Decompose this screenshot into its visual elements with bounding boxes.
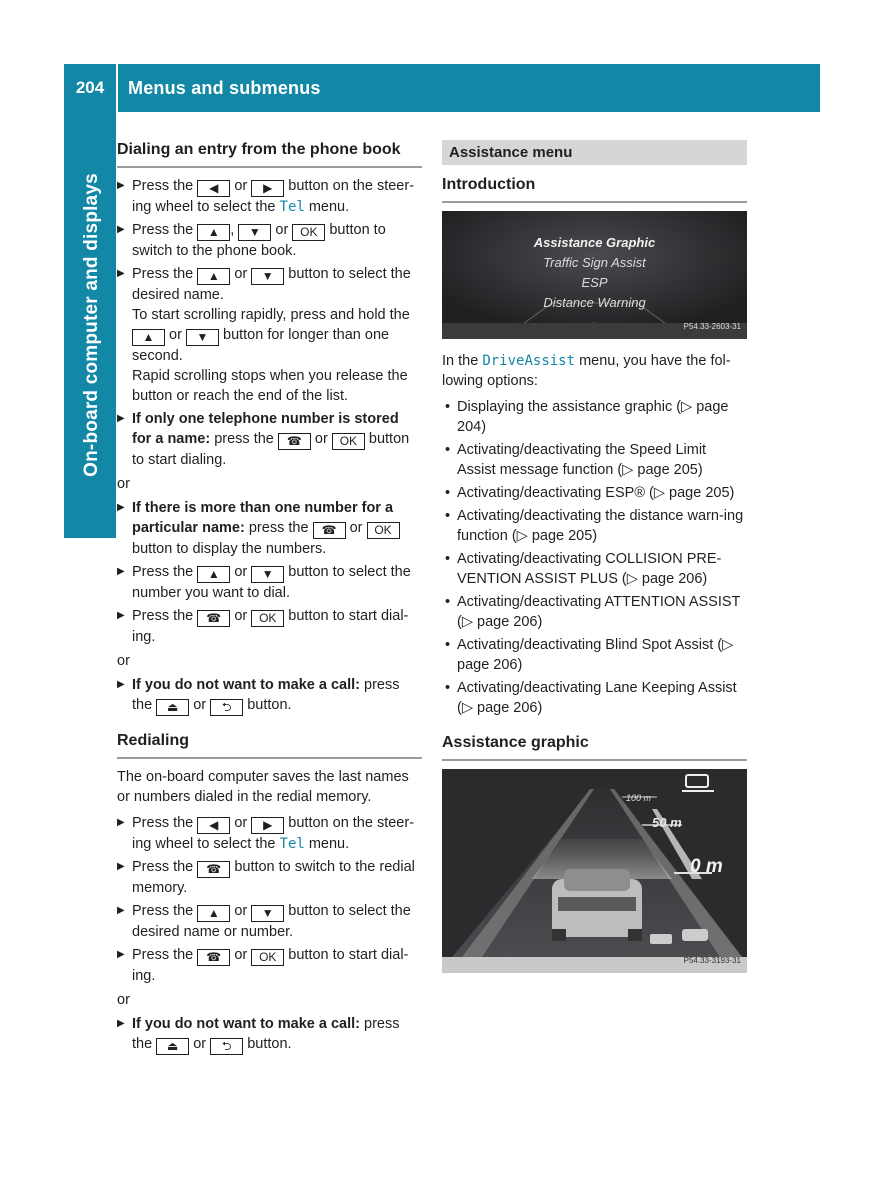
section-title-redialing: Redialing: [117, 731, 422, 759]
left-column: [117, 140, 422, 1058]
up-arrow-key-icon: ▲: [197, 268, 230, 285]
phone-key-icon: ☎: [197, 610, 230, 627]
up-arrow-key-icon: ▲: [197, 566, 230, 583]
redial-step-dial: ▶ Press the ☎ or OK button to start dial-ing.: [117, 945, 422, 986]
down-arrow-key-icon: ▼: [251, 905, 284, 922]
menu-item-assistance-graphic: Assistance Graphic: [533, 235, 656, 250]
phone-key-icon: ☎: [197, 861, 230, 878]
step-select-name: ▶ Press the ▲ or ▼ button to select the desired name. To start scrolling rapidly, press and hold the ▲ or ▼ button for longer than one second. Rapid scrolling stops when you release the button or reach the end of the list.: [117, 264, 422, 406]
redial-step-cancel: ▶ If you do not want to make a call: press the ⏏ or ⮌ button.: [117, 1014, 422, 1055]
list-item: • Activating/deactivating ESP® (▷ page 205): [442, 483, 747, 503]
step-one-number: ▶ If only one telephone number is stored for a name: press the ☎ or OK button to start dialing.: [117, 409, 422, 470]
list-item: • Activating/deactivating Lane Keeping Assist (▷ page 206): [442, 678, 747, 718]
image-code: P54.33-2603-31: [683, 322, 741, 331]
up-arrow-key-icon: ▲: [132, 329, 165, 346]
list-item: • Activating/deactivating ATTENTION ASSIST (▷ page 206): [442, 592, 747, 632]
or-text: or: [117, 476, 130, 492]
coffee-cup-icon: [686, 775, 714, 793]
down-arrow-key-icon: ▼: [251, 566, 284, 583]
assistance-menu-heading: Assistance menu: [442, 140, 747, 165]
menu-list: [442, 233, 747, 313]
right-column: [442, 140, 747, 973]
options-list: [442, 397, 747, 718]
left-arrow-key-icon: ◀: [197, 817, 230, 834]
image-code: P54.33-3193-31: [683, 956, 741, 965]
step-multiple-numbers: ▶ If there is more than one number for a particular name: press the ☎ or OK button to display the numbers.: [117, 498, 422, 559]
section-title-introduction: Introduction: [442, 175, 747, 203]
menu-item-traffic-sign-assist: Traffic Sign Assist: [543, 255, 646, 270]
phone-key-icon: ☎: [313, 522, 346, 539]
distance-label-50: 50 m: [652, 815, 682, 830]
list-item: • Activating/deactivating Blind Spot Assist (▷ page 206): [442, 635, 747, 675]
page-number: 204: [75, 78, 105, 97]
menu-name-tel: Tel: [279, 199, 305, 215]
menu-item-esp: ESP: [581, 275, 608, 290]
down-arrow-key-icon: ▼: [238, 224, 271, 241]
down-arrow-key-icon: ▼: [251, 268, 284, 285]
left-arrow-key-icon: ◀: [197, 180, 230, 197]
ok-key-icon: OK: [251, 610, 284, 627]
section-title-dialing: Dialing an entry from the phone book: [117, 140, 422, 168]
redial-step-select-tel: ▶ Press the ◀ or ▶ button on the steer-ing wheel to select the Tel menu.: [117, 813, 422, 854]
ok-key-icon: OK: [292, 224, 325, 241]
list-item: • Activating/deactivating the distance warn-ing function (▷ page 205): [442, 506, 747, 546]
redial-step-memory: ▶ Press the ☎ button to switch to the redial memory.: [117, 857, 422, 898]
step-start-dialing: ▶ Press the ☎ or OK button to start dial-ing.: [117, 606, 422, 647]
up-arrow-key-icon: ▲: [197, 224, 230, 241]
or-text: or: [117, 653, 130, 669]
side-tab-label: On-board computer and displays: [81, 173, 102, 477]
hang-up-key-icon: ⏏: [156, 699, 189, 716]
list-item: • Activating/deactivating COLLISION PRE-VENTION ASSIST PLUS (▷ page 206): [442, 549, 747, 589]
step-select-number: ▶ Press the ▲ or ▼ button to select the number you want to dial.: [117, 562, 422, 603]
redial-step-select: ▶ Press the ▲ or ▼ button to select the desired name or number.: [117, 901, 422, 942]
phone-key-icon: ☎: [197, 949, 230, 966]
ok-key-icon: OK: [367, 522, 400, 539]
back-key-icon: ⮌: [210, 1038, 243, 1055]
step-phone-book: ▶ Press the ▲ , ▼ or OK button to switch to the phone book.: [117, 220, 422, 261]
section-title-assistance-graphic: Assistance graphic: [442, 733, 747, 761]
right-arrow-key-icon: ▶: [251, 817, 284, 834]
distance-label-0: 0 m: [690, 856, 723, 877]
step-cancel-call: ▶ If you do not want to make a call: press the ⏏ or ⮌ button.: [117, 675, 422, 716]
menu-item-distance-warning: Distance Warning: [543, 295, 646, 310]
assistance-menu-screenshot: [442, 211, 747, 339]
menu-name-tel: Tel: [279, 836, 305, 852]
list-item: • Displaying the assistance graphic (▷ page 204): [442, 397, 747, 437]
chapter-title: Menus and submenus: [128, 77, 321, 98]
redial-intro: The on-board computer saves the last names or numbers dialed in the redial memory.: [117, 769, 409, 805]
distance-label-100: 100 m: [626, 793, 652, 803]
list-item: • Activating/deactivating the Speed Limit Assist message function (▷ page 205): [442, 440, 747, 480]
phone-key-icon: ☎: [278, 433, 311, 450]
back-key-icon: ⮌: [210, 699, 243, 716]
ok-key-icon: OK: [251, 949, 284, 966]
intro-text: In the DriveAssist menu, you have the fol-lowing options:: [442, 353, 731, 389]
or-text: or: [117, 992, 130, 1008]
ok-key-icon: OK: [332, 433, 365, 450]
step-select-tel: ▶ Press the ◀ or ▶ button on the steer-ing wheel to select the Tel menu.: [117, 176, 422, 217]
up-arrow-key-icon: ▲: [197, 905, 230, 922]
right-arrow-key-icon: ▶: [251, 180, 284, 197]
down-arrow-key-icon: ▼: [186, 329, 219, 346]
page-header: [64, 64, 820, 112]
menu-name-driveassist: DriveAssist: [482, 353, 576, 369]
assistance-graphic-screenshot: [442, 769, 747, 973]
hang-up-key-icon: ⏏: [156, 1038, 189, 1055]
